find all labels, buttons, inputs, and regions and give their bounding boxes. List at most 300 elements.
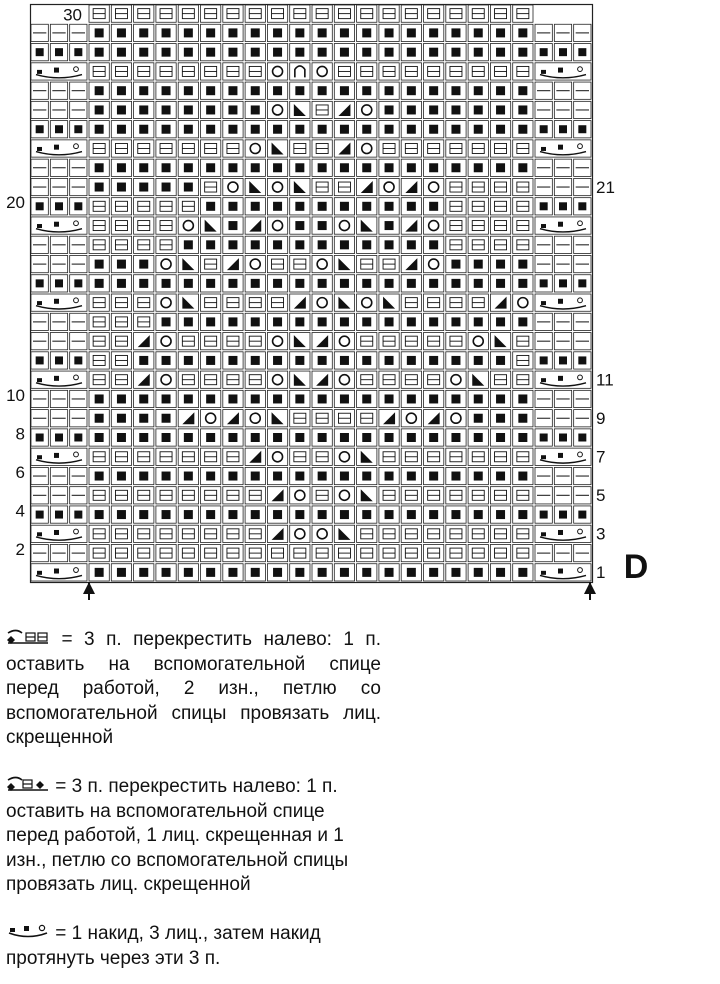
knit-stitch-18-18 (496, 356, 505, 365)
knit-stitch-1-2 (139, 28, 148, 37)
side-cross-knit-a-right-7 (541, 147, 546, 151)
knit-stitch-5-5 (206, 105, 215, 114)
side-cross-knit-a-right-11 (541, 224, 546, 228)
knit-stitch-18-6 (228, 356, 237, 365)
knit-stitch-12-6 (228, 240, 237, 249)
knit-stitch-29-4 (184, 568, 193, 577)
knit-stitch-29-3 (162, 568, 171, 577)
side-cross-knit-a-right-23 (541, 455, 546, 459)
side-knit-right-2-2 (578, 48, 586, 56)
knit-stitch-29-12 (362, 568, 371, 577)
knit-stitch-1-18 (496, 28, 505, 37)
knit-stitch-20-17 (474, 394, 483, 403)
knit-stitch-4-0 (95, 86, 104, 95)
knit-stitch-2-15 (429, 48, 438, 57)
row-label-left-2: 2 (15, 540, 25, 560)
legend-item-2 (6, 774, 381, 898)
knit-stitch-16-17 (474, 317, 483, 326)
knit-stitch-22-11 (340, 433, 349, 442)
cell-23-8 (267, 448, 287, 465)
knit-stitch-4-9 (295, 86, 304, 95)
knit-stitch-6-6 (228, 125, 237, 134)
knit-stitch-4-16 (451, 86, 460, 95)
cell-17-3 (156, 333, 176, 350)
knit-stitch-29-17 (474, 568, 483, 577)
knit-stitch-26-4 (184, 510, 193, 519)
side-cross-knit-a-right-3 (541, 70, 546, 74)
knit-stitch-20-0 (95, 394, 104, 403)
knit-stitch-2-7 (251, 48, 260, 57)
side-cross-knit-b-left-23 (54, 453, 59, 458)
knit-stitch-8-9 (295, 163, 304, 172)
knit-stitch-24-10 (318, 472, 327, 481)
knit-stitch-1-6 (228, 28, 237, 37)
knit-stitch-14-5 (206, 279, 215, 288)
row-label-left-8: 8 (15, 424, 25, 444)
knit-stitch-10-14 (407, 202, 416, 211)
knit-stitch-14-6 (228, 279, 237, 288)
side-knit-left-6-1 (55, 125, 63, 133)
knit-stitch-4-5 (206, 86, 215, 95)
knit-stitch-5-1 (117, 105, 126, 114)
knit-stitch-11-13 (385, 221, 394, 230)
knit-stitch-20-18 (496, 394, 505, 403)
knit-stitch-6-13 (385, 125, 394, 134)
knit-stitch-6-5 (206, 125, 215, 134)
side-knit-right-14-1 (559, 279, 567, 287)
knit-stitch-8-12 (362, 163, 371, 172)
knit-stitch-14-10 (318, 279, 327, 288)
knit-stitch-2-10 (318, 48, 327, 57)
knit-stitch-16-4 (184, 317, 193, 326)
side-knit-left-2-0 (36, 48, 44, 56)
knit-stitch-4-4 (184, 86, 193, 95)
knit-stitch-18-16 (451, 356, 460, 365)
knit-stitch-13-19 (518, 260, 527, 269)
knit-stitch-12-9 (295, 240, 304, 249)
knit-stitch-14-2 (139, 279, 148, 288)
knit-stitch-20-8 (273, 394, 282, 403)
knit-stitch-5-7 (251, 105, 260, 114)
knit-stitch-24-6 (228, 472, 237, 481)
knit-stitch-20-10 (318, 394, 327, 403)
side-knit-right-26-1 (559, 511, 567, 519)
knit-stitch-29-13 (385, 568, 394, 577)
knit-stitch-8-10 (318, 163, 327, 172)
knit-stitch-22-4 (184, 433, 193, 442)
side-knit-left-18-2 (74, 356, 82, 364)
knit-stitch-5-2 (139, 105, 148, 114)
knit-stitch-6-17 (474, 125, 483, 134)
knit-stitch-1-9 (295, 28, 304, 37)
knit-stitch-26-0 (95, 510, 104, 519)
knit-stitch-24-14 (407, 472, 416, 481)
knit-stitch-26-11 (340, 510, 349, 519)
knit-stitch-24-11 (340, 472, 349, 481)
side-cross-knit-a-left-15 (37, 301, 42, 305)
knit-stitch-20-5 (206, 394, 215, 403)
knit-stitch-5-14 (407, 105, 416, 114)
legend-text-1: = 3 п. перекрестить налево: 1 п. оставить на вспомогательной спице перед работой, 2 изн., петлю со вспомогательной спицы провязать лиц. скрещенной (6, 628, 382, 748)
legend-text-2: = 3 п. перекрестить налево: 1 п. оставить на вспомогательной спице перед работой, 1 лиц. скрещенная и 1 изн., петлю со вспомогательной спицы провязать лиц. скрещенной (6, 775, 349, 895)
knit-stitch-1-10 (318, 28, 327, 37)
knit-stitch-22-16 (451, 433, 460, 442)
knit-stitch-9-2 (139, 183, 148, 192)
cell-13-3 (156, 255, 176, 272)
knit-stitch-10-7 (251, 202, 260, 211)
knit-stitch-8-19 (518, 163, 527, 172)
knit-stitch-29-0 (95, 568, 104, 577)
knit-stitch-24-19 (518, 472, 527, 481)
knit-stitch-18-13 (385, 356, 394, 365)
knit-stitch-2-0 (95, 48, 104, 57)
knit-stitch-16-10 (318, 317, 327, 326)
side-knit-left-10-0 (36, 202, 44, 210)
side-cross-knit-a-left-23 (37, 455, 42, 459)
knit-stitch-18-10 (318, 356, 327, 365)
knit-stitch-8-6 (228, 163, 237, 172)
knit-stitch-20-9 (295, 394, 304, 403)
knit-stitch-16-12 (362, 317, 371, 326)
knit-stitch-26-3 (162, 510, 171, 519)
side-knit-right-18-0 (540, 356, 548, 364)
side-cross-knit-b-right-23 (558, 453, 563, 458)
knit-stitch-18-17 (474, 356, 483, 365)
knit-stitch-1-12 (362, 28, 371, 37)
side-knit-left-22-2 (74, 434, 82, 442)
knit-stitch-26-1 (117, 510, 126, 519)
knit-stitch-26-8 (273, 510, 282, 519)
knit-stitch-16-16 (451, 317, 460, 326)
knit-stitch-12-8 (273, 240, 282, 249)
knit-stitch-22-10 (318, 433, 327, 442)
cell-19-11 (334, 371, 354, 388)
side-knit-right-10-2 (578, 202, 586, 210)
knit-stitch-22-19 (518, 433, 527, 442)
knit-stitch-29-14 (407, 568, 416, 577)
knit-stitch-10-15 (429, 202, 438, 211)
knit-stitch-20-13 (385, 394, 394, 403)
knit-stitch-18-8 (273, 356, 282, 365)
side-knit-left-10-2 (74, 202, 82, 210)
row-label-right-9: 9 (596, 409, 606, 429)
knit-stitch-5-3 (162, 105, 171, 114)
knit-stitch-13-1 (117, 260, 126, 269)
side-knit-right-22-0 (540, 434, 548, 442)
knit-stitch-8-13 (385, 163, 394, 172)
cell-11-8 (267, 217, 287, 234)
knit-stitch-4-13 (385, 86, 394, 95)
knit-stitch-2-18 (496, 48, 505, 57)
side-cross-knit-a-left-19 (37, 378, 42, 382)
side-cross-knit-b-left-11 (54, 222, 59, 227)
row-label-right-3: 3 (596, 524, 606, 544)
knit-stitch-8-0 (95, 163, 104, 172)
side-knit-right-18-1 (559, 356, 567, 364)
knit-stitch-14-17 (474, 279, 483, 288)
knit-stitch-24-4 (184, 472, 193, 481)
knit-stitch-5-17 (474, 105, 483, 114)
cross-left-knit-purl-symbol-icon (6, 774, 50, 800)
knit-stitch-14-14 (407, 279, 416, 288)
knit-stitch-13-16 (451, 260, 460, 269)
knit-stitch-11-10 (318, 221, 327, 230)
knit-stitch-26-13 (385, 510, 394, 519)
knit-stitch-24-16 (451, 472, 460, 481)
knit-stitch-14-1 (117, 279, 126, 288)
knit-stitch-22-7 (251, 433, 260, 442)
side-cross-knit-a-left-7 (37, 147, 42, 151)
knit-stitch-9-3 (162, 183, 171, 192)
knit-stitch-20-2 (139, 394, 148, 403)
knit-stitch-2-2 (139, 48, 148, 57)
cell-7-11 (334, 140, 354, 157)
side-cross-knit-b-right-15 (558, 299, 563, 304)
knit-stitch-1-17 (474, 28, 483, 37)
knit-stitch-12-11 (340, 240, 349, 249)
cell-15-3 (156, 294, 176, 311)
knit-stitch-29-2 (139, 568, 148, 577)
knit-stitch-14-7 (251, 279, 260, 288)
knit-stitch-4-18 (496, 86, 505, 95)
knit-stitch-4-17 (474, 86, 483, 95)
knit-stitch-1-15 (429, 28, 438, 37)
knit-stitch-24-5 (206, 472, 215, 481)
knit-stitch-8-8 (273, 163, 282, 172)
knit-stitch-4-8 (273, 86, 282, 95)
side-cross-knit-b-left-27 (54, 530, 59, 535)
knit-stitch-22-17 (474, 433, 483, 442)
side-knit-right-6-0 (540, 125, 548, 133)
side-cross-knit-a-left-3 (37, 70, 42, 74)
cell-19-16 (446, 371, 466, 388)
knit-stitch-26-16 (451, 510, 460, 519)
knit-stitch-2-6 (228, 48, 237, 57)
knit-stitch-2-4 (184, 48, 193, 57)
knit-stitch-26-5 (206, 510, 215, 519)
side-cross-knit-b-right-3 (558, 68, 563, 73)
knit-stitch-8-4 (184, 163, 193, 172)
cell-11-4 (178, 217, 198, 234)
knit-stitch-16-15 (429, 317, 438, 326)
knit-stitch-26-6 (228, 510, 237, 519)
knit-stitch-26-19 (518, 510, 527, 519)
knit-stitch-2-11 (340, 48, 349, 57)
knit-stitch-22-1 (117, 433, 126, 442)
knit-stitch-10-11 (340, 202, 349, 211)
side-knit-left-14-2 (74, 279, 82, 287)
knit-stitch-22-12 (362, 433, 371, 442)
knit-stitch-24-12 (362, 472, 371, 481)
knit-stitch-20-19 (518, 394, 527, 403)
knit-stitch-6-9 (295, 125, 304, 134)
knit-stitch-6-15 (429, 125, 438, 134)
knit-stitch-5-16 (451, 105, 460, 114)
knit-stitch-6-3 (162, 125, 171, 134)
cell-25-9 (290, 487, 310, 504)
knit-stitch-1-1 (117, 28, 126, 37)
cell-9-12 (357, 178, 377, 195)
side-knit-left-10-1 (55, 202, 63, 210)
knit-stitch-6-19 (518, 125, 527, 134)
knit-stitch-26-10 (318, 510, 327, 519)
cell-13-10 (312, 255, 332, 272)
knit-stitch-29-9 (295, 568, 304, 577)
knit-stitch-6-14 (407, 125, 416, 134)
cell-9-6 (223, 178, 243, 195)
knit-stitch-8-11 (340, 163, 349, 172)
cell-27-9 (290, 525, 310, 542)
side-knit-left-6-2 (74, 125, 82, 133)
cell-23-11 (334, 448, 354, 465)
knit-stitch-16-5 (206, 317, 215, 326)
knit-stitch-26-12 (362, 510, 371, 519)
knit-stitch-8-5 (206, 163, 215, 172)
knit-stitch-20-12 (362, 394, 371, 403)
knit-stitch-29-10 (318, 568, 327, 577)
knit-stitch-6-18 (496, 125, 505, 134)
knit-stitch-10-9 (295, 202, 304, 211)
knit-stitch-14-19 (518, 279, 527, 288)
knit-stitch-6-0 (95, 125, 104, 134)
side-knit-left-2-1 (55, 48, 63, 56)
cell-21-7 (245, 410, 265, 427)
chart-letter: D (623, 548, 649, 586)
cell-9-15 (424, 178, 444, 195)
knit-stitch-20-15 (429, 394, 438, 403)
row-label-left-4: 4 (15, 501, 25, 521)
knit-stitch-8-17 (474, 163, 483, 172)
knit-stitch-22-0 (95, 433, 104, 442)
knit-stitch-20-6 (228, 394, 237, 403)
knit-stitch-24-2 (139, 472, 148, 481)
cell-7-7 (245, 140, 265, 157)
knit-stitch-4-10 (318, 86, 327, 95)
knit-stitch-14-15 (429, 279, 438, 288)
side-knit-right-14-0 (540, 279, 548, 287)
side-cross-knit-b-left-15 (54, 299, 59, 304)
knit-stitch-16-6 (228, 317, 237, 326)
knit-stitch-24-17 (474, 472, 483, 481)
knit-stitch-2-1 (117, 48, 126, 57)
knit-stitch-10-5 (206, 202, 215, 211)
knit-stitch-2-12 (362, 48, 371, 57)
knit-stitch-14-13 (385, 279, 394, 288)
knit-stitch-2-17 (474, 48, 483, 57)
knit-stitch-2-8 (273, 48, 282, 57)
knit-stitch-10-10 (318, 202, 327, 211)
cell-9-7 (245, 178, 265, 195)
knit-stitch-20-11 (340, 394, 349, 403)
knit-stitch-4-7 (251, 86, 260, 95)
knit-stitch-9-4 (184, 183, 193, 192)
knit-stitch-29-8 (273, 568, 282, 577)
knit-stitch-24-9 (295, 472, 304, 481)
knit-stitch-9-0 (95, 183, 104, 192)
knit-stitch-26-15 (429, 510, 438, 519)
cell-3-10 (312, 63, 332, 80)
cell-17-11 (334, 333, 354, 350)
row-label-left-20: 20 (6, 193, 25, 213)
knit-stitch-22-14 (407, 433, 416, 442)
side-cross-knit-b-left-3 (54, 68, 59, 73)
knit-stitch-5-0 (95, 105, 104, 114)
knit-stitch-12-13 (385, 240, 394, 249)
knit-stitch-16-19 (518, 317, 527, 326)
knit-stitch-11-6 (228, 221, 237, 230)
knit-stitch-8-3 (162, 163, 171, 172)
side-knit-right-10-0 (540, 202, 548, 210)
knit-stitch-16-13 (385, 317, 394, 326)
knit-stitch-22-5 (206, 433, 215, 442)
knit-stitch-26-18 (496, 510, 505, 519)
knit-stitch-29-1 (117, 568, 126, 577)
knit-stitch-10-12 (362, 202, 371, 211)
knit-stitch-4-12 (362, 86, 371, 95)
knit-stitch-1-5 (206, 28, 215, 37)
knit-stitch-16-7 (251, 317, 260, 326)
cell-9-8 (267, 178, 287, 195)
side-knit-left-14-1 (55, 279, 63, 287)
row-label-right-7: 7 (596, 447, 606, 467)
knit-stitch-22-13 (385, 433, 394, 442)
cell-25-11 (334, 487, 354, 504)
cell-17-17 (468, 333, 488, 350)
knit-stitch-1-0 (95, 28, 104, 37)
knit-stitch-29-18 (496, 568, 505, 577)
side-knit-left-26-0 (36, 511, 44, 519)
side-cross-knit-a-left-29 (37, 571, 42, 575)
side-knit-left-26-2 (74, 511, 82, 519)
knit-stitch-26-9 (295, 510, 304, 519)
knit-stitch-24-13 (385, 472, 394, 481)
knit-stitch-13-2 (139, 260, 148, 269)
side-cross-knit-b-left-7 (54, 145, 59, 150)
side-knit-right-22-1 (559, 434, 567, 442)
side-cross-knit-b-left-19 (54, 376, 59, 381)
knit-stitch-18-11 (340, 356, 349, 365)
knit-stitch-22-6 (228, 433, 237, 442)
knit-stitch-26-14 (407, 510, 416, 519)
knit-stitch-18-12 (362, 356, 371, 365)
side-cross-knit-a-right-19 (541, 378, 546, 382)
knit-stitch-22-2 (139, 433, 148, 442)
knit-stitch-21-18 (496, 414, 505, 423)
arrow-left-head (83, 582, 95, 594)
knit-stitch-20-14 (407, 394, 416, 403)
knit-stitch-14-9 (295, 279, 304, 288)
knit-stitch-26-17 (474, 510, 483, 519)
knit-stitch-24-15 (429, 472, 438, 481)
cross-left-purl-symbol-icon (6, 627, 50, 653)
side-knit-right-18-2 (578, 356, 586, 364)
cell-15-12 (357, 294, 377, 311)
cell-5-11 (334, 101, 354, 118)
knit-stitch-18-14 (407, 356, 416, 365)
cell-19-8 (267, 371, 287, 388)
knit-stitch-5-19 (518, 105, 527, 114)
side-knit-left-18-1 (55, 356, 63, 364)
knit-stitch-9-1 (117, 183, 126, 192)
side-cross-knit-a-left-27 (37, 532, 42, 536)
knit-stitch-6-4 (184, 125, 193, 134)
knit-stitch-2-16 (451, 48, 460, 57)
knit-stitch-5-6 (228, 105, 237, 114)
knit-stitch-8-7 (251, 163, 260, 172)
side-cross-knit-b-right-27 (558, 530, 563, 535)
side-knit-left-6-0 (36, 125, 44, 133)
knit-stitch-5-18 (496, 105, 505, 114)
